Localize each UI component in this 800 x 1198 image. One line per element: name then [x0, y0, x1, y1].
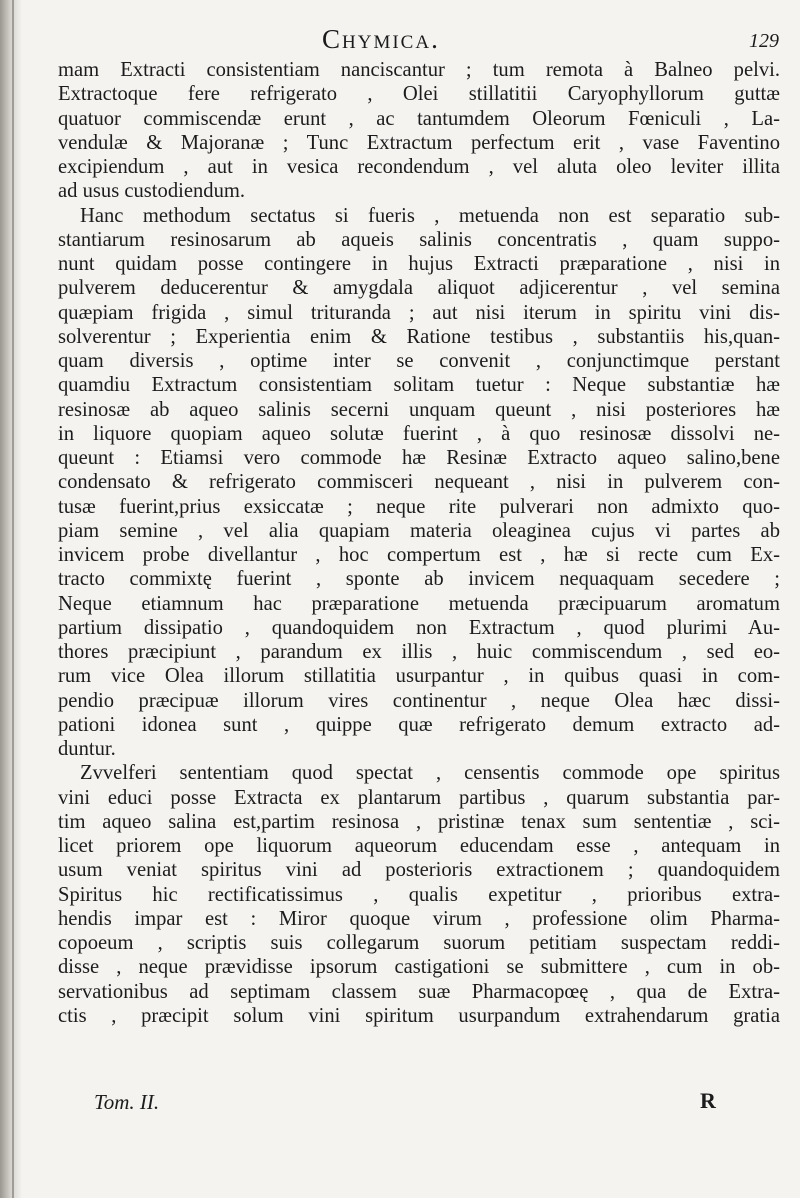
text-line: quam diversis , optime inter se convenit , conjunctimque perstant — [58, 350, 780, 372]
text-line: tim aqueo salina est,partim resinosa , pristinæ tenax sum sententiæ , sci- — [58, 810, 780, 833]
text-line: Zvvelferi sententiam quod spectat , censentis commode ope spiritus — [80, 762, 780, 785]
text-line: excipiendum , aut in vesica recondendum , vel aluta oleo leviter illita — [58, 156, 780, 178]
text-line: mam Extracti consistentiam nanciscantur ; tum remota à Balneo pelvi. — [58, 59, 780, 81]
text-line: usum veniat spiritus vini ad posterioris extractionem ; quandoquidem — [58, 859, 780, 882]
text-line: ctis , præcipit solum vini spiritum usurpandum extrahendarum gratia — [58, 1004, 780, 1027]
text-line: tusæ fuerint,prius exsiccatæ ; neque rite pulverari non admixto quo- — [58, 495, 780, 518]
running-title: Chymica. — [322, 24, 440, 54]
text-line: partium dissipatio , quandoquidem non Extractum , quod plurimi Au- — [58, 616, 780, 639]
text-line: nunt quidam posse contingere in hujus Extracti præparatione , nisi in — [58, 253, 780, 275]
text-line: quatuor commiscendæ erunt , ac tantumdem Oleorum Fœniculi , La- — [58, 107, 780, 130]
text-line: queunt : Etiamsi vero commode hæ Resinæ Extracto aqueo salino,bene — [58, 447, 780, 469]
text-line: condensato & refrigerato commisceri nequeant , nisi in pulverem con- — [58, 471, 780, 494]
text-line: hendis impar est : Miror quoque virum , professione olim Pharma- — [58, 907, 780, 930]
text-line: servationibus ad septimam classem suæ Pharmacopœę , qua de Extra- — [58, 980, 780, 1003]
text-line: piam semine , vel alia quapiam materia oleaginea cujus vi partes ab — [58, 519, 780, 542]
text-line: Neque etiamnum hac præparatione metuenda præcipuarum aromatum — [58, 592, 780, 615]
volume-signature: Tom. II. — [94, 1090, 160, 1114]
page-fold-line — [12, 0, 14, 1198]
text-line: Hanc methodum sectatus si fueris , metuenda non est separatio sub- — [80, 204, 780, 227]
text-line: pulverem deducerentur & amygdala aliquot adjicerentur , vel semina — [58, 277, 780, 300]
text-line: resinosæ ab aqueo salinis secerni unquam queunt , nisi posteriores hæ — [58, 398, 780, 421]
text-line: invicem probe divellantur , hoc compertum est , hæ si recte cum Ex- — [58, 544, 780, 566]
text-line: licet priorem ope liquorum aqueorum educendam esse , antequam in — [58, 835, 780, 857]
text-line: quamdiu Extractum consistentiam solitam tuetur : Neque substantiæ hæ — [58, 374, 780, 397]
text-line: ad usus custodiendum. — [58, 180, 246, 203]
text-line: stantiarum resinosarum ab aqueis salinis concentratis , quam suppo- — [58, 228, 780, 251]
text-line: vendulæ & Majoranæ ; Tunc Extractum perfectum erit , vase Faventino — [58, 131, 780, 154]
text-line: solverentur ; Experientia enim & Ratione testibus , substantiis his,quan- — [58, 325, 780, 348]
text-line: disse , neque prævidisse ipsorum castigationi se submittere , cum in ob- — [58, 956, 780, 979]
text-line: Extractoque fere refrigerato , Olei stillatitii Caryophyllorum guttæ — [58, 83, 780, 106]
text-line: pationi idonea sunt , quippe quæ refrigerato demum extracto ad- — [58, 713, 780, 736]
text-line: vini educi posse Extracta ex plantarum partibus , quarum substantia par- — [58, 786, 780, 809]
page-footer — [0, 1090, 800, 1120]
body-text — [58, 58, 780, 1028]
text-line: duntur. — [58, 738, 116, 760]
text-line: tracto commixtę fuerint , sponte ab invicem nequaquam secedere ; — [58, 568, 780, 591]
text-line: thores præcipiunt , parandum ex illis , huic commiscendum , sed eo- — [58, 641, 780, 663]
text-line: in liquore quopiam aqueo solutæ fuerint , à quo resinosæ dissolvi ne- — [58, 422, 780, 445]
text-line: quæpiam frigida , simul trituranda ; aut nisi iterum in spiritu vini dis- — [58, 301, 780, 324]
page-number: 129 — [749, 30, 779, 52]
text-line: Spiritus hic rectificatissimus , qualis expetitur , prioribus extra- — [58, 883, 780, 906]
text-line: rum vice Olea illorum stillatitia usurpantur , in quibus quasi in com- — [58, 665, 780, 688]
text-line: copoeum , scriptis suis collegarum suorum petitiam suspectam reddi- — [58, 932, 780, 954]
page-header — [0, 22, 800, 56]
page-gutter-shadow — [0, 0, 22, 1198]
catchword: R — [700, 1088, 716, 1113]
text-line: pendio præcipuæ illorum vires continentur , neque Olea hæc dissi- — [58, 689, 780, 712]
